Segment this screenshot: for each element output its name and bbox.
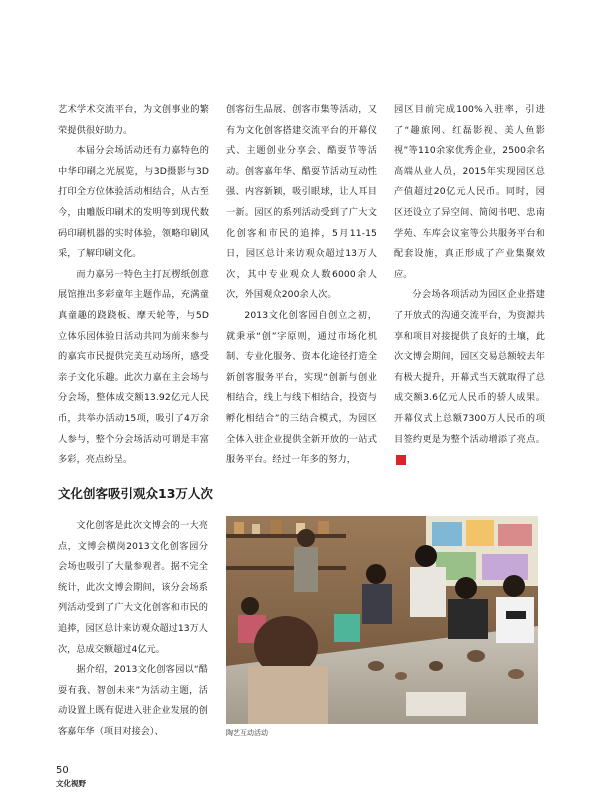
page-number: 50 bbox=[56, 765, 69, 776]
paragraph: 园区目前完成100%入驻率，引进了“趣旅网、红磊影视、美人鱼影视”等110余家优秀企业，2500余名高端从业人员，2015年实现园区总产值超过20亿元人民币。同时，园区还设立了异空间、简阅书吧、忠南学苑、车库会议室等公共服务平台和配套设施，真正形成了产业集聚效应。 bbox=[394, 104, 545, 280]
photo-caption: 陶艺互动活动 bbox=[226, 729, 268, 737]
text-column-bottom bbox=[58, 516, 208, 743]
magazine-name: 文化视野 bbox=[56, 779, 86, 788]
paragraph: 文化创客是此次文博会的一大亮点，文博会横岗2013文化创客园分会场也吸引了大量参观者。据不完全统计，此次文博会期间，该分会场系列活动受到了广大文化创客和市民的追捧，园区总计来访观众超过13万人次，总成交额超过4亿元。 bbox=[58, 520, 208, 655]
text-column-1 bbox=[58, 100, 209, 471]
paragraph: 艺术学术交流平台，为文创事业的繁荣提供很好助力。 bbox=[58, 104, 209, 136]
end-of-article-mark: N bbox=[396, 455, 406, 465]
paragraph: 本届分会场活动还有力嘉特色的中华印刷之光展览，与3D摄影与3D打印全方位体验活动相结合，从古至今，由雕版印刷术的发明等到现代数码印刷机器的实时体验，领略印刷风采，了解印刷文化。 bbox=[58, 145, 209, 260]
paragraph: 创客衍生品展、创客市集等活动，又有为文化创客搭建交流平台的开幕仪式、主题创业分享会、酷耍节等活动。创客嘉年华、酷耍节活动互动性强、内容新颖，吸引眼球，让人耳目一新。园区的系列活动受到了广大文化创客和市民的追捧，5月11-15日，园区总计来访观众超过13万人次，其中专业观众人数6000余人次，外国观众200余人次。 bbox=[226, 104, 377, 301]
paragraph: 分会场各项活动为园区企业搭建了开放式的沟通交流平台，为资源共享和项目对接提供了良好的土壤，此次文博会期间，园区交易总额较去年有极大提升，开幕式当天就取得了总成交额3.6亿元人民币的骄人成果。开幕仪式上总额7300万人民币的项目签约更是为整个活动增添了亮点。N bbox=[394, 289, 545, 464]
paragraph: 而力嘉另一特色主打瓦楞纸创意展馆推出多彩童年主题作品，充满童真童趣的跷跷板、摩天轮等，与5D立体乐园体验日活动共同为前来参与的嘉宾市民提供完美互动场所，感受亲子文化乐趣。此次力嘉在主会场与分会场，整体成交额13.92亿元人民币，共举办活动15项，吸引了4万余人参与，整个分会场活动可谓是丰富多彩，亮点纷呈。 bbox=[58, 268, 209, 466]
text-column-3 bbox=[394, 100, 545, 471]
paragraph: 2013文化创客园自创立之初，就秉承“创”字原则，通过市场化机制、专业化服务、资本化途径打造全新创客服务平台，实现“创新与创业相结合，线上与线下相结合，投资与孵化相结合”的三结合模式，为园区全体入驻企业提供全新开放的一站式服务平台。经过一年多的努力， bbox=[226, 309, 377, 466]
section-title: 文化创客吸引观众13万人次 bbox=[58, 486, 213, 501]
paragraph: 据介绍，2013文化创客园以“酷耍有我、智创未来”为活动主题，活动设置上既有促进入驻企业发展的创客嘉年华（项目对接会）、 bbox=[58, 664, 208, 737]
photo-illustration bbox=[226, 516, 538, 724]
pottery-activity-photo bbox=[226, 516, 538, 724]
text-column-2 bbox=[226, 100, 377, 471]
